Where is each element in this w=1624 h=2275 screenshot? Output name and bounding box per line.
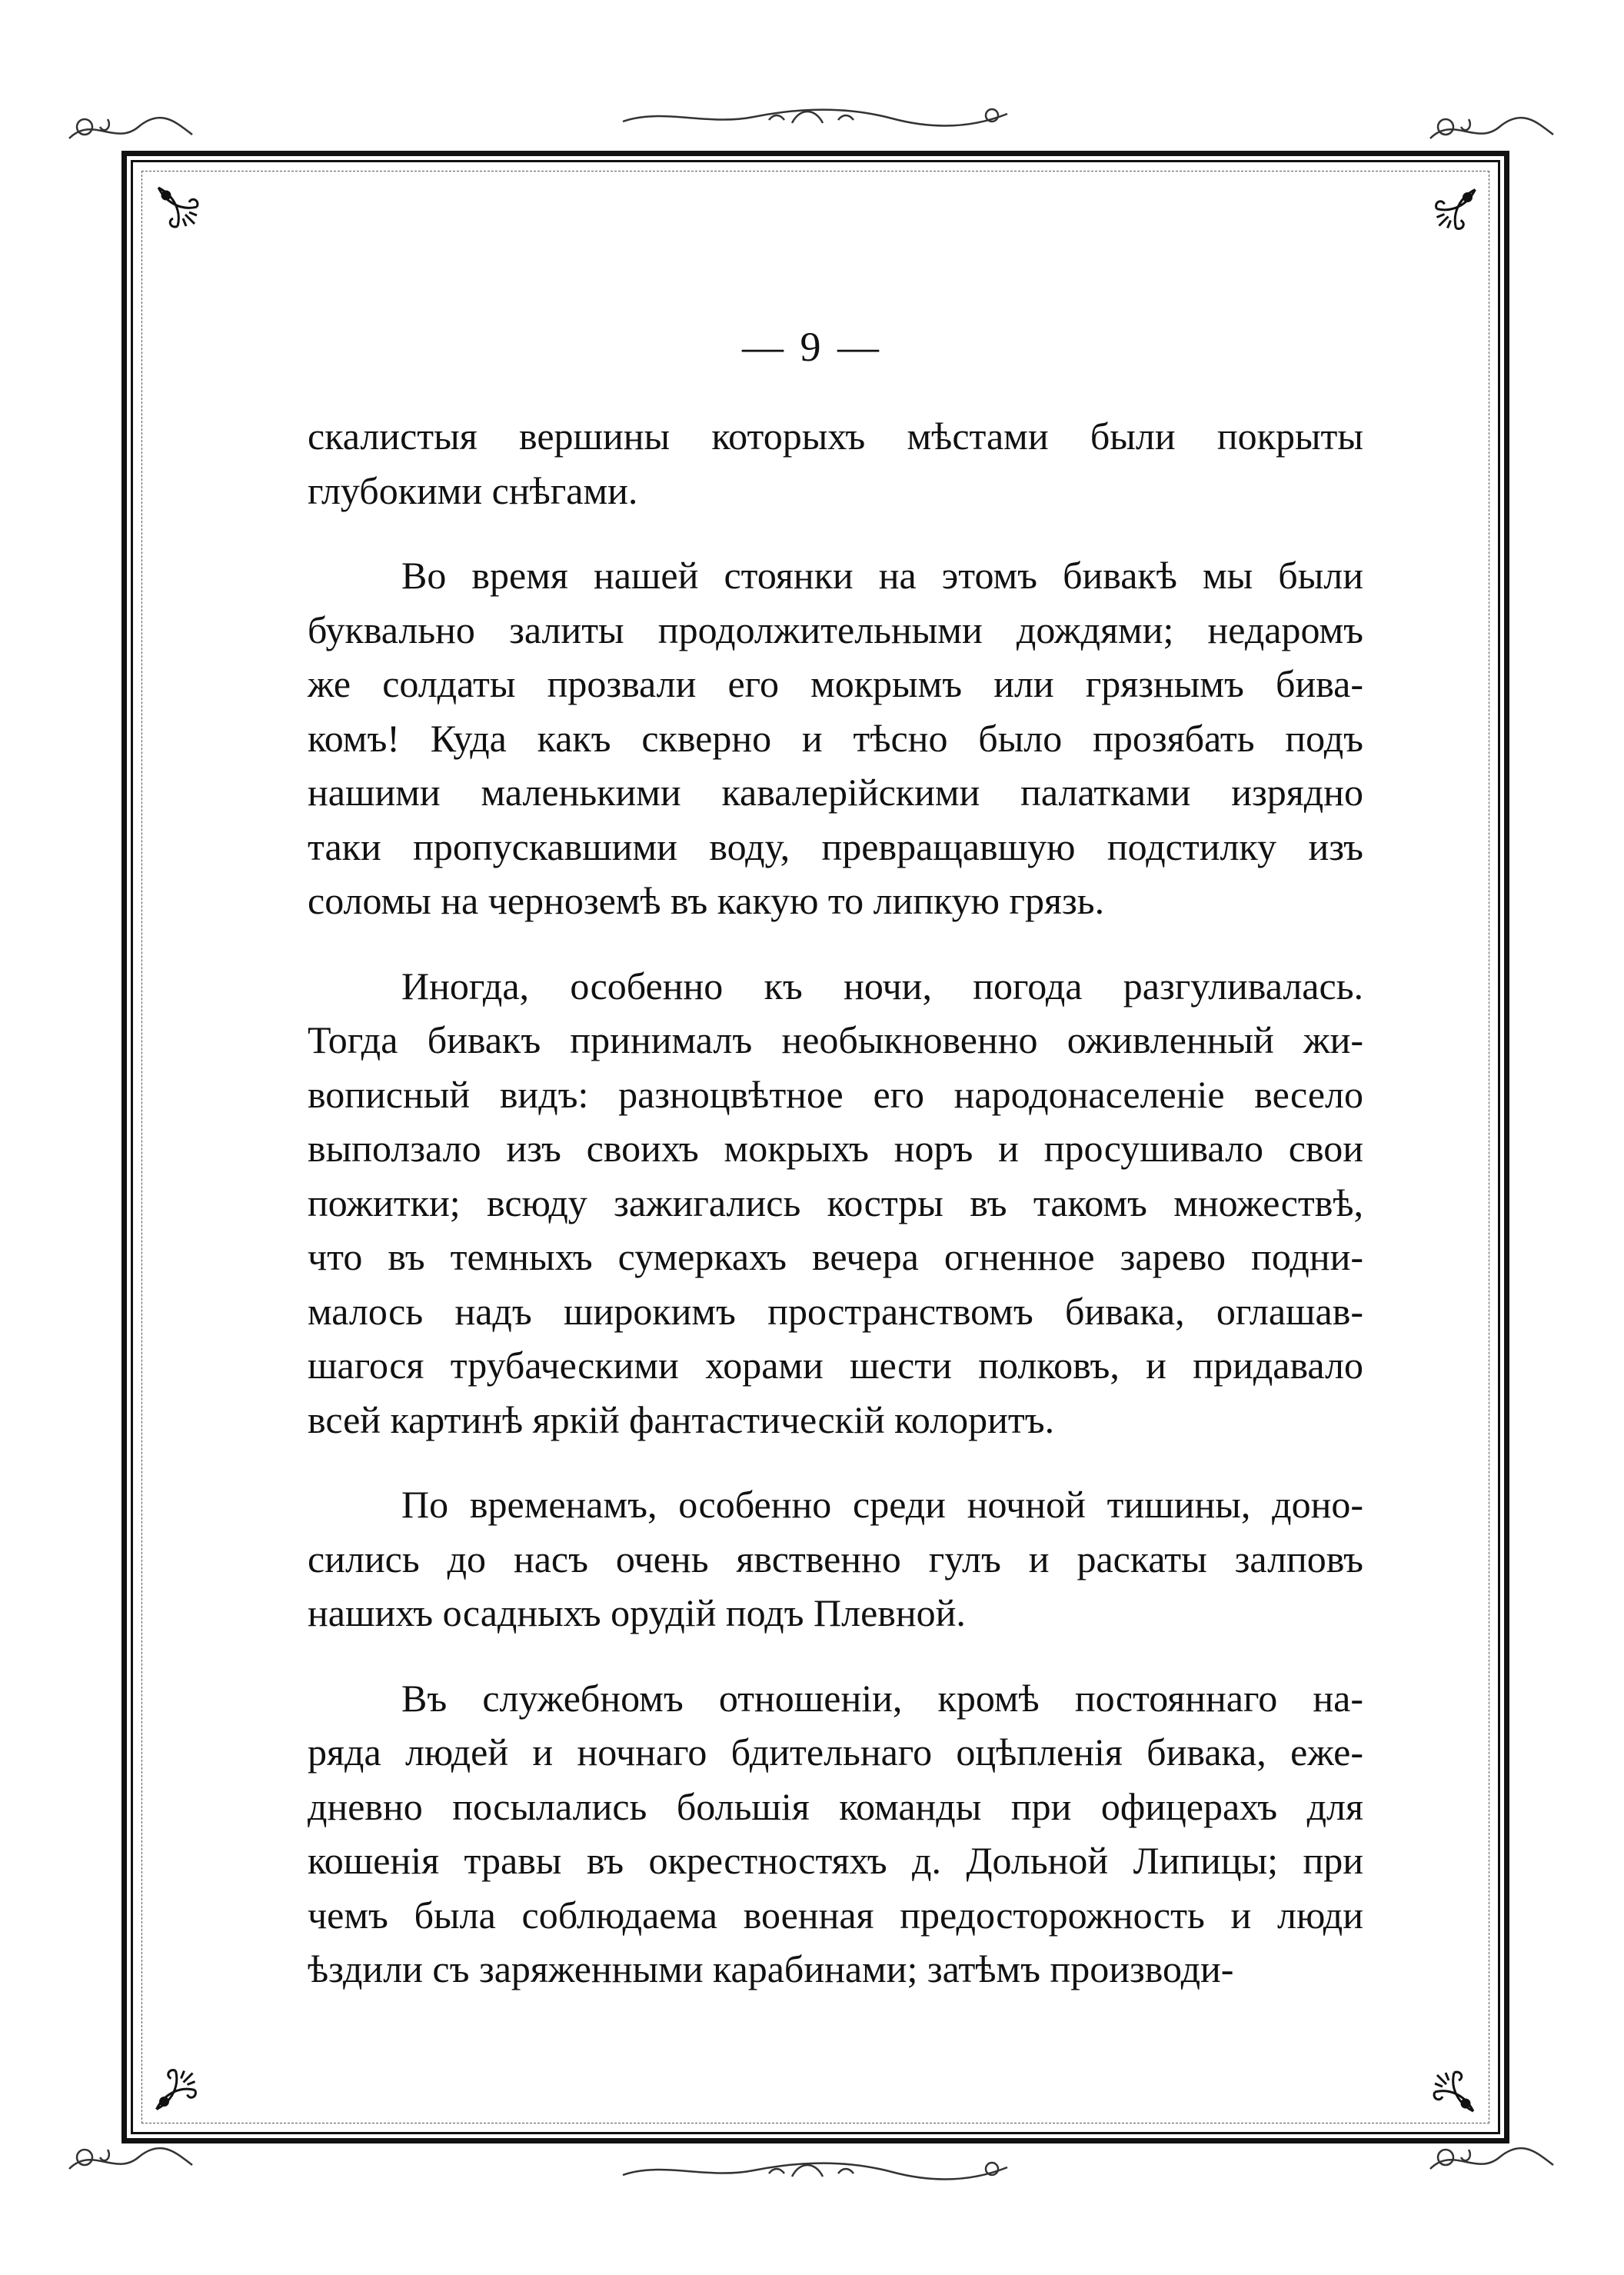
page-number: — 9 — xyxy=(742,324,882,370)
text-line: комъ! Куда какъ скверно и тѣсно было прозябать подъ xyxy=(308,716,1363,760)
corner-scroll-icon xyxy=(1423,2138,1561,2188)
border-scroll-icon xyxy=(615,100,1015,135)
text-line: По временамъ, особенно среди ночной тишины, доно- xyxy=(401,1483,1363,1526)
text-line: Въ служебномъ отношеніи, кромѣ постояннаго на- xyxy=(401,1676,1363,1720)
paragraph xyxy=(308,548,1363,928)
corner-scroll-icon xyxy=(1423,108,1561,158)
text-line: скалистыя вершины которыхъ мѣстами были покрыты xyxy=(308,415,1363,458)
text-line: таки пропускавшими воду, превращавшую подстилку изъ xyxy=(308,824,1363,868)
paragraph xyxy=(308,1477,1363,1640)
text-line: же солдаты прозвали его мокрымъ или грязнымъ бива- xyxy=(308,662,1363,705)
corner-flourish-icon xyxy=(143,172,228,261)
paragraph xyxy=(308,1671,1363,1997)
paragraph xyxy=(308,959,1363,1447)
corner-flourish-icon xyxy=(1404,2038,1489,2127)
text-line: кошенія травы въ окрестностяхъ д. Дольной Липицы; при xyxy=(308,1839,1363,1882)
border-scroll-icon xyxy=(615,2153,1015,2188)
text-line: глубокими снѣгами. xyxy=(308,468,638,512)
text-line: ѣздили съ заряженными карабинами; затѣмъ производи- xyxy=(308,1947,1234,1990)
corner-flourish-icon xyxy=(141,2040,230,2125)
text-line: вописный видъ: разноцвѣтное его народонаселеніе весело xyxy=(308,1072,1363,1116)
text-line: соломы на черноземѣ въ какую то липкую грязь. xyxy=(308,879,1105,922)
text-line: выползало изъ своихъ мокрыхъ норъ и просушивало свои xyxy=(308,1127,1363,1170)
text-line: пожитки; всюду зажигались костры въ такомъ множествѣ, xyxy=(308,1181,1363,1224)
text-line: Иногда, особенно къ ночи, погода разгуливалась. xyxy=(401,964,1363,1008)
text-line: что въ темныхъ сумеркахъ вечера огненное зарево подни- xyxy=(308,1235,1363,1278)
text-line: буквально залиты продолжительными дождями; недаромъ xyxy=(308,608,1363,651)
body-text xyxy=(308,409,1363,2027)
text-line: нашихъ осадныхъ орудій подъ Плевной. xyxy=(308,1591,966,1634)
text-line: шагося трубаческими хорами шести полковъ, и придавало xyxy=(308,1344,1363,1387)
text-line: сились до насъ очень явственно гулъ и раскаты залповъ xyxy=(308,1537,1363,1581)
text-line: нашими маленькими кавалерійскими палатками изрядно xyxy=(308,771,1363,814)
text-line: ряда людей и ночнаго бдительнаго оцѣпленія бивака, еже- xyxy=(308,1730,1363,1774)
text-line: дневно посылались большія команды при офицерахъ для xyxy=(308,1784,1363,1828)
text-line: чемъ была соблюдаема военная предосторожность и люди xyxy=(308,1893,1363,1937)
text-line: Тогда бивакъ принималъ необыкновенно оживленный жи- xyxy=(308,1018,1363,1061)
corner-scroll-icon xyxy=(62,2138,200,2188)
text-line: всей картинѣ яркій фантастическій колоритъ. xyxy=(308,1397,1055,1441)
text-line: Во время нашей стоянки на этомъ бивакѣ мы были xyxy=(401,554,1363,597)
paragraph xyxy=(308,409,1363,518)
corner-flourish-icon xyxy=(1403,175,1491,259)
corner-scroll-icon xyxy=(62,108,200,158)
text-line: малось надъ широкимъ пространствомъ бивака, оглашав- xyxy=(308,1289,1363,1333)
